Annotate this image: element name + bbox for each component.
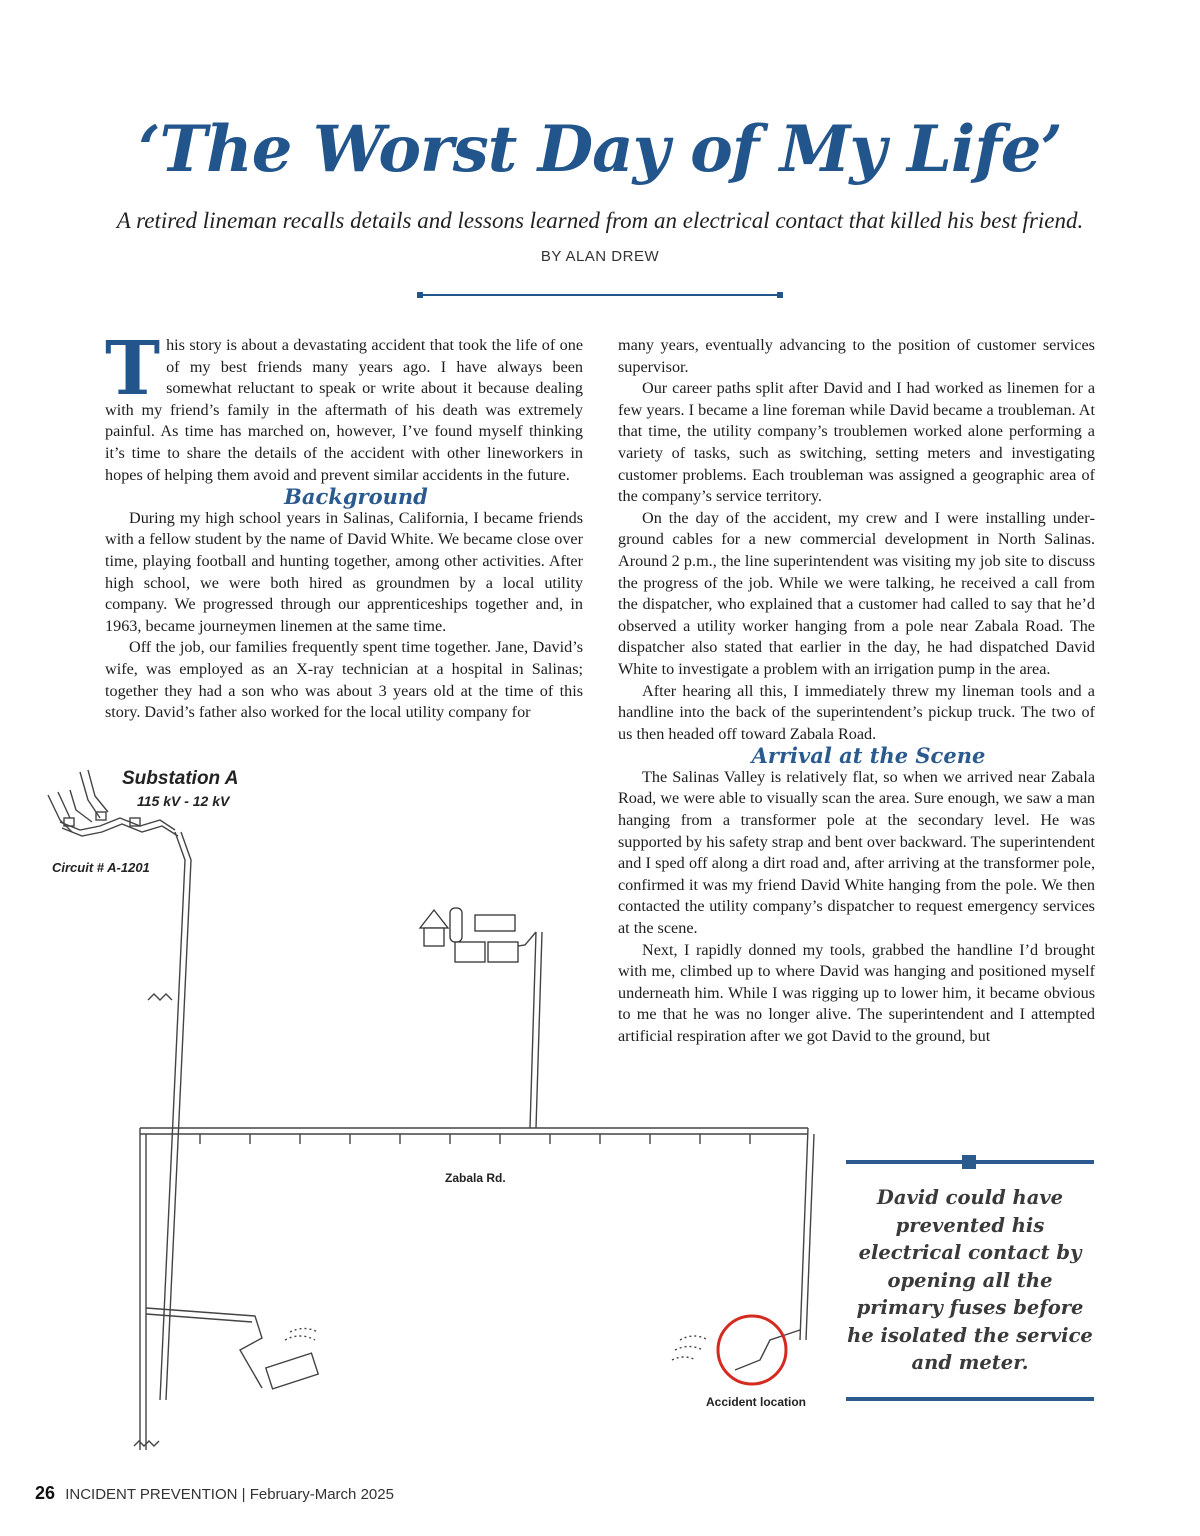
pull-quote-bottom-rule — [846, 1397, 1094, 1401]
paragraph: During my high school years in Salinas, California, I became friends with a fellow student by the name of David White. We became close over time, playing football and hunting together, among other activities. After high school, we were both hired as groundmen by a local utility company. We progressed through our apprenticeships together and, in 1963, became journeymen linemen at the same time. — [105, 508, 583, 635]
paragraph: many years, eventually advancing to the position of customer services supervisor. — [618, 336, 1095, 376]
footer-separator: | — [241, 1486, 246, 1503]
paragraph: After hearing all this, I immediately threw my lineman tools and a handline into the back of the superintendent’s pickup truck. The two of us then headed off toward Zabala Road. — [618, 681, 1095, 743]
heading-arrival: Arrival at the Scene — [751, 743, 986, 769]
accident-highlight-circle — [718, 1316, 786, 1384]
substation-label: Substation A — [122, 768, 239, 789]
column-left — [105, 326, 583, 724]
page-number: 26 — [35, 1483, 56, 1503]
circuit-diagram — [0, 760, 840, 1460]
publication-name: INCIDENT PREVENTION — [65, 1486, 238, 1503]
drop-cap: T — [105, 326, 161, 412]
intro-text: his story is about a devastating accident that took the life of one of my best friends many years ago. I have always been somewhat reluctant to speak or write about it because dealing with my friend’s family in the aftermath of his death was extremely painful. As time has marched on, however, I’ve found myself thinking it’s time to share the details of the accident with other lineworkers in hopes of helping them avoid and prevent similar accidents in the future. — [105, 336, 583, 484]
pull-quote-text: David could have prevented his electrical contact by opening all the primary fuses before he isolated the service and meter. — [847, 1186, 1093, 1374]
article-subtitle: A retired lineman recalls details and lessons learned from an electrical contact that killed his best friend. — [116, 208, 1084, 233]
heading-background: Background — [284, 484, 428, 510]
paragraph: The Salinas Valley is relatively flat, so when we arrived near Zabala Road, we were able to visually scan the area. Sure enough, we saw a man hanging from a transformer pole at the secondary level. He was supported by his safety strap and bent over backward. The superintendent and I sped off along a dirt road and, after arriving at the transformer pole, confirmed it was my friend David White hanging from the pole. We then contacted the utility company’s dispatcher to request emergency services at the scene. — [618, 767, 1095, 938]
circuit-label: Circuit # A-1201 — [52, 860, 150, 875]
article-title: ‘The Worst Day of My Life’ — [138, 112, 1062, 187]
byline: BY ALAN DREW — [540, 248, 660, 265]
paragraph: Off the job, our families frequently spent time together. Jane, David’s wife, was employed as an X-ray technician at a hospital in Salinas; together they had a son who was about 3 years old at the time of this story. David’s father also worked for the local utility company for — [105, 638, 583, 722]
page-footer — [35, 1483, 394, 1504]
pull-quote — [846, 1160, 1094, 1401]
voltage-label: 115 kV - 12 kV — [137, 793, 230, 809]
title-divider — [420, 294, 780, 296]
accident-label: Accident location — [706, 1395, 807, 1409]
intro-paragraph — [105, 326, 583, 486]
road-label: Zabala Rd. — [445, 1171, 506, 1185]
paragraph: On the day of the accident, my crew and I were installing underground cables for a new commercial development in North Salinas. Around 2 p.m., the line superintendent was visiting my job site to discuss the progress of the job. While we were talking, he received a call from the dispatcher, who explained that a customer had called to say that he’d observed a utility worker hanging from a pole near Zabala Road. The dispatcher also stated that earlier in the day, he had dispatched David White to investigate a problem with an irrigation pump in the area. — [618, 508, 1095, 678]
issue-date: February-March 2025 — [249, 1486, 394, 1503]
pull-quote-top-rule — [846, 1160, 1094, 1164]
paragraph: Our career paths split after David and I had worked as linemen for a few years. I became a line foreman while David became a troubleman. At that time, the utility company’s troublemen worked alone performing a variety of tasks, such as switching, setting meters and investigating customer problems. Each troubleman was assigned a geographic area of the company’s service territory. — [618, 379, 1095, 506]
paragraph: Next, I rapidly donned my tools, grabbed the handline I’d brought with me, climbed up to where David was hanging and positioned myself underneath him. While I was rigging up to lower him, it became obvious to me that he was no longer alive. The superintendent and I attempted artificial respiration after we got David to the ground, but — [618, 940, 1095, 1045]
